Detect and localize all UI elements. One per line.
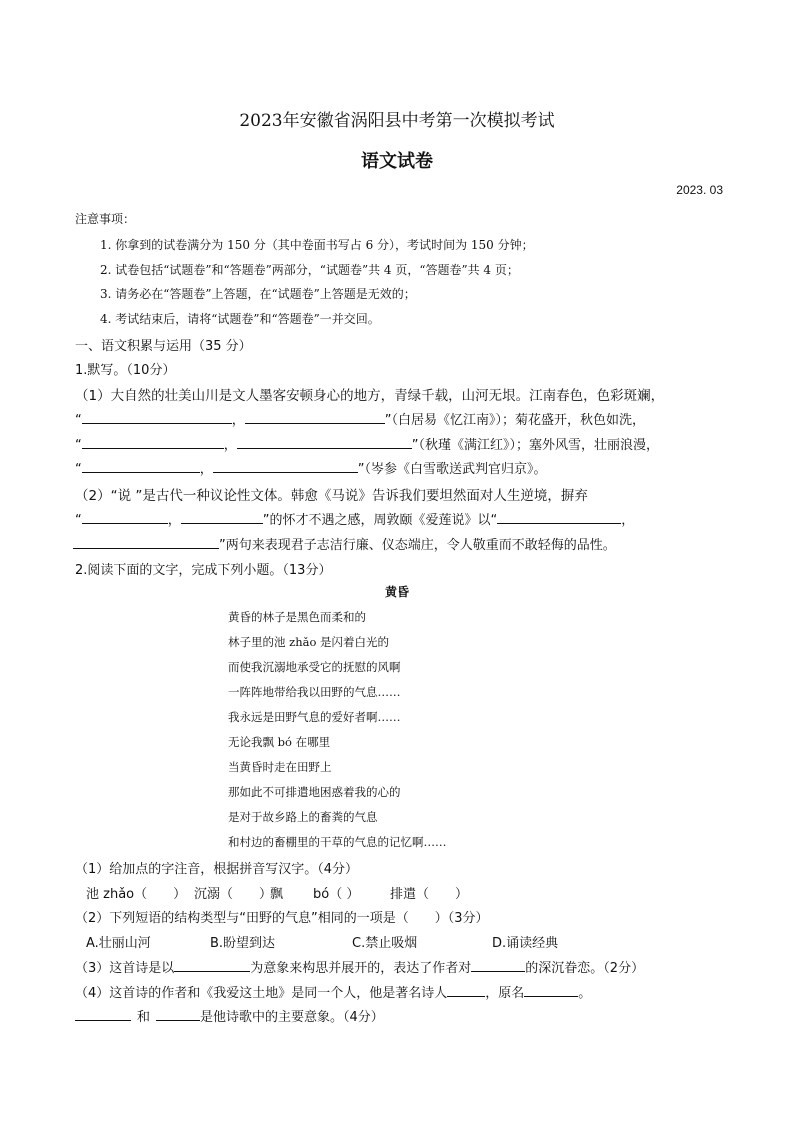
sub-question-4-cont: 和 是他诗歌中的主要意象。（4分）	[75, 1006, 794, 1025]
answer-blank[interactable]	[174, 959, 250, 972]
poem-line: 那如此不可排遣地困惑着我的心的	[228, 785, 401, 799]
answer-blank[interactable]	[237, 436, 412, 449]
answer-blank[interactable]	[213, 460, 358, 473]
q1-part2-line1: （2）“说 ”是古代一种议论性文体。韩愈《马说》告诉我们要坦然面对人生逆境，摒弃	[75, 488, 588, 504]
option-d[interactable]: D.诵读经典	[492, 936, 559, 951]
poem-line: 我永远是田野气息的爱好者啊……	[228, 710, 401, 724]
poem-line: 林子里的池 zhǎo 是闪着白光的	[228, 635, 390, 649]
q1-part1-line3: “ ， ”（秋瑾《满江红》）；塞外风雪，壮丽浪漫，	[75, 438, 660, 453]
answer-blank[interactable]	[82, 436, 224, 449]
answer-blank[interactable]	[82, 411, 232, 424]
q1-part1-line1: （1）大自然的壮美山川是文人墨客安顿身心的地方，青绿千载，山河无垠。江南春色，色彩斑斓，	[75, 388, 665, 404]
item-piao: 飘	[270, 887, 284, 902]
option-c[interactable]: C.禁止吸烟	[352, 936, 418, 951]
notice-item: 1. 你拿到的试卷满分为 150 分（其中卷面书写占 6 分），考试时间为 150 分钟；	[100, 238, 534, 252]
item-zhao: 池 zhǎo（ ）	[86, 887, 187, 902]
poem-line: 是对于故乡路上的畜粪的气息	[228, 810, 378, 824]
answer-blank[interactable]	[82, 460, 200, 473]
question-2-heading: 2.阅读下面的文字，完成下列小题。（13分）	[75, 563, 332, 578]
item-bo: bó（ ）	[313, 887, 360, 902]
answer-blank[interactable]	[497, 511, 621, 524]
poem-line: 当黄昏时走在田野上	[228, 760, 332, 774]
q1-part2-line3: ”两句来表现君子志洁行廉、仪态端庄，令人敬重而不敢轻侮的品性。	[73, 534, 794, 553]
q1-part1-line4: “ ， ”（岑参《白雪歌送武判官归京》。	[75, 462, 547, 477]
sub-question-2-heading: （2）下列短语的结构类型与“田野的气息”相同的一项是（ ）（3分）	[75, 911, 489, 926]
poem-line: 一阵阵地带给我以田野的气息……	[228, 685, 401, 699]
sub-question-1-heading: （1）给加点的字注音，根据拼音写汉字。（4分）	[75, 862, 359, 877]
sub-question-4: （4）这首诗的作者和《我爱这土地》是同一个人，他是著名诗人 ，原名 。	[75, 986, 592, 1001]
q1-part1-line2: “ ， ”（白居易《忆江南》）；菊花盛开，秋色如洗，	[75, 413, 646, 428]
answer-blank[interactable]	[471, 959, 525, 972]
answer-blank[interactable]	[245, 411, 385, 424]
poem-line: 无论我飘 bó 在哪里	[228, 735, 331, 749]
poem-line: 黄昏的林子是黑色而柔和的	[228, 610, 366, 624]
item-chenni: 沉溺（ ）	[194, 887, 273, 902]
poem-line: 和村边的畜棚里的干草的气息的记忆啊……	[228, 835, 447, 849]
notice-item: 3. 请务必在“答题卷”上答题，在“试题卷”上答题是无效的；	[100, 287, 416, 301]
exam-subtitle: 语文试卷	[361, 151, 433, 172]
answer-blank[interactable]	[82, 511, 168, 524]
notice-heading: 注意事项：	[75, 212, 136, 226]
notice-item: 2. 试卷包括“试题卷”和“答题卷”两部分，“试题卷”共 4 页，“答题卷”共 4 页；	[100, 263, 519, 277]
answer-blank[interactable]	[156, 1008, 200, 1021]
item-paiqian: 排遣（ ）	[390, 887, 469, 902]
answer-blank[interactable]	[75, 1008, 131, 1021]
answer-blank[interactable]	[181, 511, 263, 524]
option-b[interactable]: B.盼望到达	[210, 936, 276, 951]
poem-title: 黄昏	[384, 585, 409, 599]
notice-item: 4. 考试结束后，请将“试题卷”和“答题卷”一并交回。	[100, 312, 380, 326]
answer-blank[interactable]	[447, 984, 485, 997]
poem-line: 而使我沉溺地承受它的抚慰的风啊	[228, 660, 401, 674]
answer-blank[interactable]	[73, 536, 219, 549]
q1-part2-line2: “ ， ”的怀才不遇之感，周敦颐《爱莲说》以“ ，	[75, 513, 635, 528]
question-1-heading: 1.默写。（10分）	[75, 363, 176, 378]
answer-blank[interactable]	[524, 984, 578, 997]
exam-date: 2023. 03	[676, 183, 723, 197]
sub-question-3: （3）这首诗是以 为意象来构思并展开的，表达了作者对 的深沉眷恋。（2分）	[75, 961, 645, 976]
exam-title: 2023年安徽省涡阳县中考第一次模拟考试	[239, 111, 555, 131]
option-a[interactable]: A.壮丽山河	[86, 936, 151, 951]
section-heading: 一、语文积累与运用（35 分）	[75, 339, 252, 354]
